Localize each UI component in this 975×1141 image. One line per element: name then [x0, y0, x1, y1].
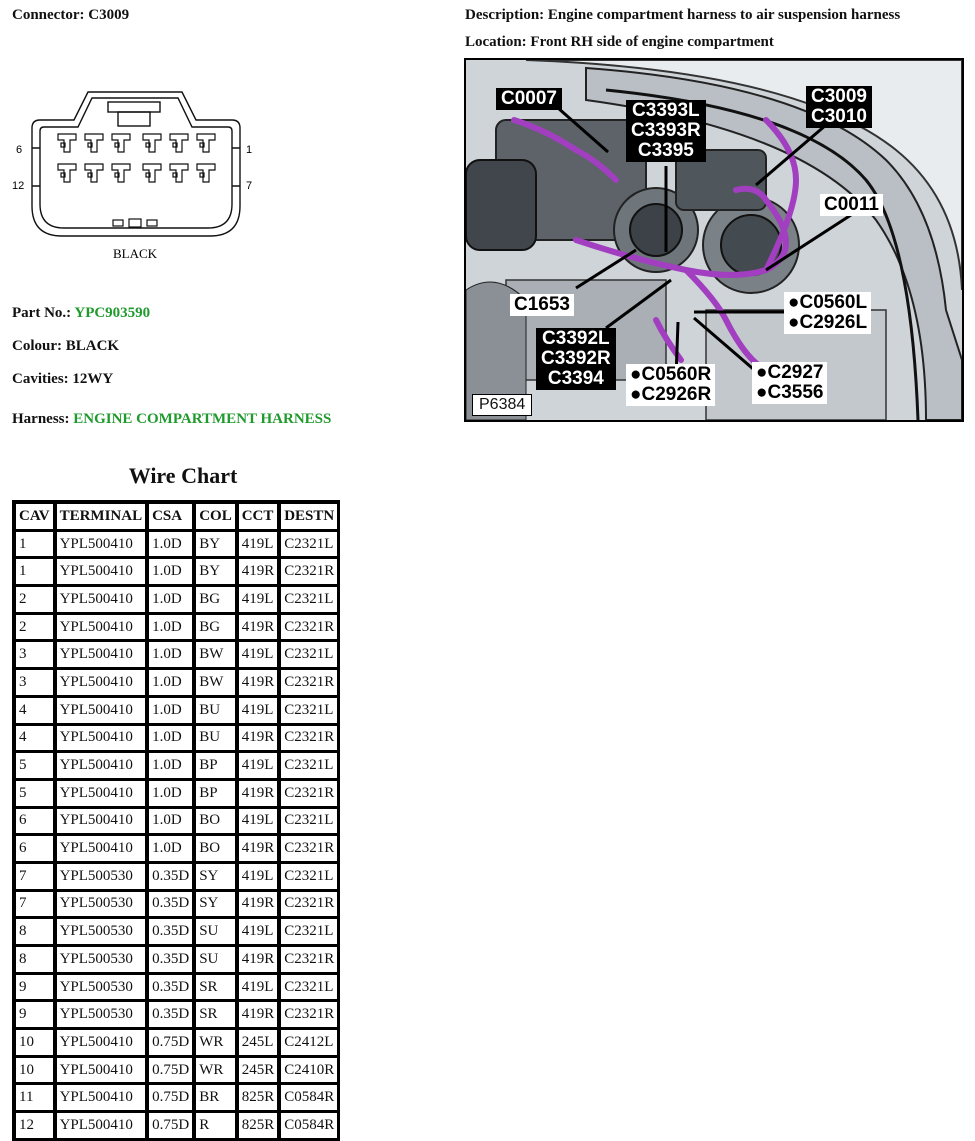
cell-cav: 8 [15, 918, 56, 946]
callout-c2926r: ●C2926R [630, 384, 712, 405]
cell-terminal: YPL500410 [56, 752, 149, 780]
description-value: Engine compartment harness to air suspension harness [547, 7, 901, 23]
cell-terminal: YPL500530 [56, 946, 149, 974]
cavity-slot [61, 143, 65, 147]
cell-cav: 12 [15, 1112, 56, 1138]
table-row [15, 1001, 337, 1029]
cell-col: WR [195, 1057, 238, 1085]
cell-destn: C2410R [280, 1057, 337, 1085]
cell-terminal: YPL500530 [56, 863, 149, 891]
cell-terminal: YPL500410 [56, 1057, 149, 1085]
cell-destn: C2321L [280, 974, 337, 1002]
cell-destn: C2321L [280, 531, 337, 559]
connector-colour-caption: BLACK [112, 246, 158, 261]
cell-cav: 9 [15, 1001, 56, 1029]
cell-cct: 419L [238, 918, 281, 946]
callout-c3392-group [536, 328, 616, 390]
callout-c2927: ●C2927 [756, 362, 824, 383]
cell-terminal: YPL500410 [56, 1112, 149, 1138]
cell-cav: 9 [15, 974, 56, 1002]
cell-csa: 0.35D [148, 918, 195, 946]
cell-col: BW [195, 641, 238, 669]
table-row [15, 697, 337, 725]
cell-cct: 825R [238, 1084, 281, 1112]
table-row [15, 725, 337, 753]
cell-destn: C2321R [280, 780, 337, 808]
cell-col: BR [195, 1084, 238, 1112]
cell-destn: C2321L [280, 697, 337, 725]
cell-cav: 7 [15, 863, 56, 891]
cell-cct: 245R [238, 1057, 281, 1085]
table-row [15, 835, 337, 863]
cell-terminal: YPL500410 [56, 641, 149, 669]
cell-cav: 10 [15, 1029, 56, 1057]
cell-cct: 419L [238, 586, 281, 614]
cell-terminal: YPL500410 [56, 586, 149, 614]
cell-csa: 0.35D [148, 974, 195, 1002]
cell-csa: 1.0D [148, 752, 195, 780]
table-row [15, 531, 337, 559]
location-label: Location: [465, 34, 527, 50]
table-row [15, 974, 337, 1002]
column-header-csa: CSA [148, 503, 195, 531]
connector-face-drawing [10, 86, 260, 264]
cell-cct: 419L [238, 641, 281, 669]
cell-terminal: YPL500410 [56, 780, 149, 808]
callout-c3392r: C3392R [541, 348, 611, 369]
cell-destn: C2321R [280, 725, 337, 753]
column-header-cav: CAV [15, 503, 56, 531]
cell-col: SY [195, 863, 238, 891]
cell-destn: C2321L [280, 863, 337, 891]
cell-cct: 419L [238, 808, 281, 836]
location-value: Front RH side of engine compartment [530, 34, 774, 50]
cell-cct: 419L [238, 752, 281, 780]
wire-chart-title: Wire Chart [128, 463, 238, 488]
cell-terminal: YPL500530 [56, 918, 149, 946]
cell-col: R [195, 1112, 238, 1138]
cell-cav: 5 [15, 780, 56, 808]
cell-col: BY [195, 558, 238, 586]
callout-c3009: C3009 [811, 86, 867, 107]
cell-destn: C2412L [280, 1029, 337, 1057]
cell-col: BO [195, 808, 238, 836]
callout-c0011-text: C0011 [824, 194, 879, 215]
cell-col: BO [195, 835, 238, 863]
cell-col: SR [195, 1001, 238, 1029]
cell-csa: 1.0D [148, 586, 195, 614]
cell-cav: 5 [15, 752, 56, 780]
callout-c3394: C3394 [547, 368, 604, 389]
cell-col: BG [195, 586, 238, 614]
cell-csa: 0.35D [148, 1001, 195, 1029]
table-row [15, 752, 337, 780]
callout-c0560l-group [784, 292, 871, 334]
callout-c3393-group [626, 100, 706, 162]
cell-csa: 1.0D [148, 531, 195, 559]
column-header-destn: DESTN [280, 503, 337, 531]
cell-cct: 419R [238, 891, 281, 919]
pin-label-1: 1 [246, 144, 253, 156]
wire-chart-table [12, 500, 340, 1141]
cell-terminal: YPL500410 [56, 808, 149, 836]
cell-col: SY [195, 891, 238, 919]
cell-cav: 4 [15, 697, 56, 725]
cell-col: BU [195, 697, 238, 725]
wire-chart-header-row [15, 503, 337, 531]
cavities-line [12, 370, 113, 388]
cell-terminal: YPL500410 [56, 558, 149, 586]
connector-heading [12, 6, 129, 24]
cell-csa: 0.75D [148, 1084, 195, 1112]
colour-line [12, 337, 119, 355]
colour-value: BLACK [65, 338, 120, 354]
cell-csa: 1.0D [148, 808, 195, 836]
cell-destn: C2321R [280, 891, 337, 919]
column-header-terminal: TERMINAL [56, 503, 149, 531]
column-header-col: COL [195, 503, 238, 531]
callout-c0007 [496, 88, 562, 110]
cavity-slot [61, 173, 65, 177]
callout-c0560l: ●C0560L [788, 292, 868, 313]
cell-destn: C2321L [280, 752, 337, 780]
table-row [15, 558, 337, 586]
cell-csa: 0.35D [148, 946, 195, 974]
cell-cav: 3 [15, 641, 56, 669]
table-row [15, 1112, 337, 1138]
table-row [15, 614, 337, 642]
cell-col: BP [195, 780, 238, 808]
callout-c1653-text: C1653 [514, 294, 570, 315]
table-row [15, 808, 337, 836]
connector-face-svg [10, 86, 260, 264]
cell-csa: 1.0D [148, 669, 195, 697]
cell-cct: 419R [238, 614, 281, 642]
photo-reference: P6384 [472, 394, 532, 416]
table-row [15, 918, 337, 946]
cell-col: SU [195, 918, 238, 946]
cell-cct: 419L [238, 863, 281, 891]
table-row [15, 780, 337, 808]
cell-cav: 6 [15, 835, 56, 863]
cell-cav: 3 [15, 669, 56, 697]
cell-cav: 2 [15, 586, 56, 614]
cell-terminal: YPL500410 [56, 835, 149, 863]
pin-label-12: 12 [12, 180, 25, 192]
connector-id: C3009 [88, 7, 130, 23]
cell-col: BU [195, 725, 238, 753]
cell-destn: C0584R [280, 1084, 337, 1112]
cell-cct: 825R [238, 1112, 281, 1138]
cell-cct: 419R [238, 558, 281, 586]
cell-destn: C2321R [280, 558, 337, 586]
cell-terminal: YPL500410 [56, 531, 149, 559]
cell-destn: C2321L [280, 641, 337, 669]
callout-c0560r-group [626, 364, 715, 406]
cell-cct: 419L [238, 697, 281, 725]
callout-c3395: C3395 [637, 140, 694, 161]
cavities-value: 12WY [72, 371, 114, 387]
table-row [15, 669, 337, 697]
cell-cct: 419R [238, 946, 281, 974]
cell-terminal: YPL500530 [56, 974, 149, 1002]
callout-c0560r: ●C0560R [630, 364, 712, 385]
cell-terminal: YPL500410 [56, 697, 149, 725]
pin-label-6: 6 [16, 144, 23, 156]
callout-c1653 [510, 294, 574, 316]
callout-c3392l: C3392L [542, 328, 610, 349]
callout-c3009-group [806, 86, 872, 128]
part-no-label: Part No.: [12, 305, 72, 321]
description-label: Description: [465, 7, 545, 23]
cavity-slot [115, 173, 119, 177]
cell-csa: 1.0D [148, 725, 195, 753]
pin-label-7: 7 [246, 180, 253, 192]
cell-destn: C2321R [280, 669, 337, 697]
cell-csa: 1.0D [148, 558, 195, 586]
cell-destn: C2321L [280, 808, 337, 836]
table-row [15, 891, 337, 919]
cell-cav: 6 [15, 808, 56, 836]
cell-csa: 0.35D [148, 863, 195, 891]
callout-c3556: ●C3556 [756, 382, 824, 403]
cell-csa: 0.35D [148, 891, 195, 919]
callout-c3010: C3010 [811, 106, 867, 127]
cell-destn: C0584R [280, 1112, 337, 1138]
cell-col: BW [195, 669, 238, 697]
cavity-slot [88, 173, 92, 177]
cell-csa: 1.0D [148, 835, 195, 863]
table-row [15, 586, 337, 614]
cell-csa: 0.75D [148, 1029, 195, 1057]
callout-c2926l: ●C2926L [788, 312, 868, 333]
cell-cct: 419R [238, 725, 281, 753]
cell-destn: C2321R [280, 946, 337, 974]
part-no-line [12, 304, 150, 322]
cell-destn: C2321R [280, 614, 337, 642]
cell-terminal: YPL500530 [56, 1001, 149, 1029]
callout-c3393r: C3393R [631, 120, 701, 141]
location-line [465, 33, 774, 51]
column-header-cct: CCT [238, 503, 281, 531]
cell-cav: 10 [15, 1057, 56, 1085]
callout-c0007-text: C0007 [501, 88, 557, 109]
callout-c0011 [820, 194, 883, 216]
cell-terminal: YPL500410 [56, 1084, 149, 1112]
cell-csa: 1.0D [148, 697, 195, 725]
cell-cav: 11 [15, 1084, 56, 1112]
cell-destn: C2321L [280, 586, 337, 614]
cell-destn: C2321R [280, 1001, 337, 1029]
cell-cav: 1 [15, 531, 56, 559]
harness-link[interactable]: ENGINE COMPARTMENT HARNESS [73, 411, 332, 427]
location-photo [464, 58, 964, 422]
cell-cav: 4 [15, 725, 56, 753]
cell-terminal: YPL500410 [56, 669, 149, 697]
cell-col: BY [195, 531, 238, 559]
cavity-slot [88, 143, 92, 147]
callout-c3393l: C3393L [632, 100, 700, 121]
table-row [15, 1084, 337, 1112]
cavities-label: Cavities: [12, 371, 69, 387]
cell-cct: 419R [238, 669, 281, 697]
callout-c2927-group [752, 362, 827, 404]
cell-terminal: YPL500410 [56, 614, 149, 642]
cell-csa: 1.0D [148, 614, 195, 642]
cell-cav: 8 [15, 946, 56, 974]
cell-terminal: YPL500410 [56, 725, 149, 753]
cell-terminal: YPL500530 [56, 891, 149, 919]
table-row [15, 1057, 337, 1085]
cell-cav: 7 [15, 891, 56, 919]
cell-destn: C2321R [280, 835, 337, 863]
cell-cct: 419L [238, 531, 281, 559]
cell-cav: 1 [15, 558, 56, 586]
cell-csa: 0.75D [148, 1057, 195, 1085]
cell-cct: 245L [238, 1029, 281, 1057]
part-no-link[interactable]: YPC903590 [74, 305, 151, 321]
colour-label: Colour: [12, 338, 62, 354]
table-row [15, 863, 337, 891]
harness-line [12, 410, 331, 428]
connector-label: Connector: [12, 7, 85, 23]
table-row [15, 946, 337, 974]
cell-cav: 2 [15, 614, 56, 642]
cell-cct: 419L [238, 974, 281, 1002]
cavity-slot [115, 143, 119, 147]
cell-col: SR [195, 974, 238, 1002]
cell-cct: 419R [238, 835, 281, 863]
cell-csa: 1.0D [148, 780, 195, 808]
cell-csa: 1.0D [148, 641, 195, 669]
cell-csa: 0.75D [148, 1112, 195, 1138]
table-row [15, 641, 337, 669]
cell-cct: 419R [238, 780, 281, 808]
cell-terminal: YPL500410 [56, 1029, 149, 1057]
description-line [465, 6, 900, 24]
cell-col: BG [195, 614, 238, 642]
harness-label: Harness: [12, 411, 70, 427]
cell-col: WR [195, 1029, 238, 1057]
cell-destn: C2321L [280, 918, 337, 946]
cell-cct: 419R [238, 1001, 281, 1029]
table-row [15, 1029, 337, 1057]
cell-col: BP [195, 752, 238, 780]
cell-col: SU [195, 946, 238, 974]
wire-chart-body [15, 531, 337, 1138]
